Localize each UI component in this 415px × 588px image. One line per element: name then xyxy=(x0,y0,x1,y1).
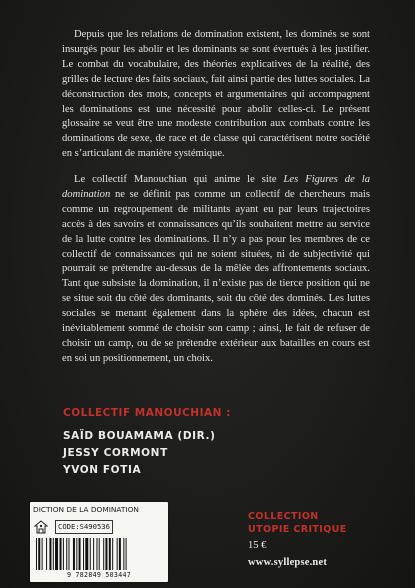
paragraph-2-rest: ne se définit pas comme un collectif de chercheurs mais comme un regroupement de militants ayant eu par leurs trajectoires accès à des savoirs et connaissances qu’ils souhaitent mettre au service de la lutte contre les dominations. Il n’y a pas pour les membres de ce collectif de connaissances qui ne soient situées, ni de subjectivité qui pourrait se prétendre au-dessus de la mêlée des affrontements sociaux. Tant que subsiste la domination, il n’existe pas de tierce position qui ne se situe soit du côté des dominants, soit du côté des dominés. Les luttes sociales se menant également dans la sphère des idées, chacun est inévitablement sommé de choisir son camp ; ainsi, le fait de refuser de choisir un camp, ou de se prétendre extérieur aux batailles en cours est en soi un positionnement, un choix. xyxy=(62,188,370,364)
paragraph-2-lead: Le collectif Manouchian qui anime le site xyxy=(74,174,284,185)
collectif-title: COLLECTIF MANOUCHIAN : xyxy=(63,407,231,419)
isbn-digits: 9 782849 503447 xyxy=(66,571,132,579)
sticker-code-row xyxy=(33,520,165,534)
bookshop-logo-icon xyxy=(33,520,49,534)
publisher-website[interactable]: www.syllepse.net xyxy=(248,557,328,568)
collection-line-2: UTOPIE CRITIQUE xyxy=(248,524,347,535)
barcode-icon xyxy=(36,538,162,570)
authors-list xyxy=(63,428,216,479)
body-paragraph-2 xyxy=(62,173,370,367)
site-title: Les Figures de la domination xyxy=(62,174,370,200)
author-name: JESSY CORMONT xyxy=(63,447,168,459)
price: 15 € xyxy=(248,540,267,551)
sticker-title: DICTION DE LA DOMINATION xyxy=(33,505,139,514)
barcode-sticker xyxy=(30,502,168,582)
author-name: YVON FOTIA xyxy=(63,464,142,476)
sticker-code: CODE:S490536 xyxy=(55,520,113,534)
author-name: SAÏD BOUAMAMA (DIR.) xyxy=(63,430,216,442)
collection-line-1: COLLECTION xyxy=(248,511,319,522)
body-paragraph-1: Depuis que les relations de domination existent, les dominés se sont insurgés pour les abolir et les dominants se sont évertués à les justifier. Le combat du vocabulaire, des théories explicatives de la réalité, des grilles de lecture des faits sociaux, fait ainsi partie des luttes sociales. La déconstruction des mots, concepts et argumentaires qui accompagnent les dominations est une nécessité pour abolir celles-ci. Le présent glossaire se veut être une modeste contribution aux combats contre les dominations de sexe, de race et de classe qui caractérisent notre société en s’articulant de manière systémique. xyxy=(62,29,370,160)
collection-label xyxy=(248,510,347,536)
